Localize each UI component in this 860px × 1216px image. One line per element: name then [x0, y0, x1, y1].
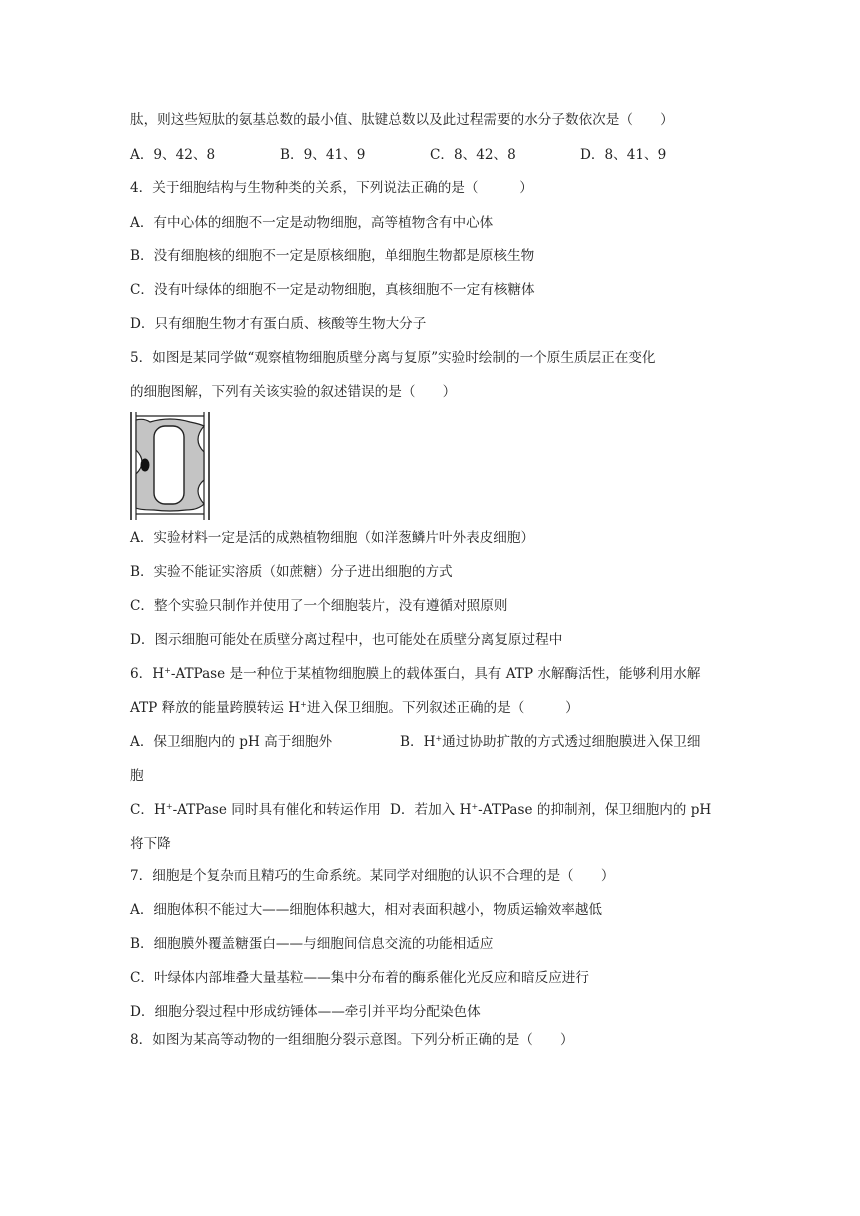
q6-option-b-wrap: 胞	[130, 768, 144, 784]
q5-option-b: B．实验不能证实溶质（如蔗糖）分子进出细胞的方式	[130, 564, 453, 580]
q7-stem: 7．细胞是个复杂而且精巧的生命系统。某同学对细胞的认识不合理的是（ ）	[130, 868, 615, 884]
q6-option-b	[400, 734, 700, 750]
q3-option-a: A．9、42、8	[130, 147, 216, 163]
q7-option-a: A．细胞体积不能过大——细胞体积越大，相对表面积越小，物质运输效率越低	[130, 902, 603, 918]
q6-option-c-text: -ATPase 同时具有催化和转运作用	[172, 802, 381, 818]
q7-option-d: D．细胞分裂过程中形成纺锤体——牵引并平均分配染色体	[130, 1004, 481, 1020]
q8-stem: 8．如图为某高等动物的一组细胞分裂示意图。下列分析正确的是（ ）	[130, 1032, 574, 1048]
q3-option-c: C．8、42、8	[430, 147, 516, 163]
q5-option-d: D．图示细胞可能处在质壁分离过程中，也可能处在质壁分离复原过程中	[130, 632, 563, 648]
q5-option-c: C．整个实验只制作并使用了一个细胞装片，没有遵循对照原则	[130, 598, 508, 614]
q4-option-a: A．有中心体的细胞不一定是动物细胞，高等植物含有中心体	[130, 215, 494, 231]
q6-superscript-plus: +	[165, 802, 173, 811]
q6-option-d-prefix: D．若加入 H	[390, 802, 472, 818]
q4-stem: 4．关于细胞结构与生物种类的关系，下列说法正确的是（ ）	[130, 180, 533, 196]
q6-superscript-plus: +	[300, 700, 307, 709]
nucleus	[141, 459, 150, 472]
q6-option-b-prefix: B．H	[400, 734, 436, 750]
q5-option-a: A．实验材料一定是活的成熟植物细胞（如洋葱鳞片叶外表皮细胞）	[130, 530, 535, 546]
q5-stem-line2: 的细胞图解，下列有关该实验的叙述错误的是（ ）	[130, 384, 457, 400]
q5-stem-line1: 5．如图是某同学做“观察植物细胞质壁分离与复原”实验时绘制的一个原生质层正在变化	[130, 350, 656, 366]
q6-superscript-plus: +	[164, 666, 171, 675]
q6-option-b-text: 通过协助扩散的方式透过细胞膜进入保卫细	[442, 734, 701, 750]
q6-stem2-prefix: ATP 释放的能量跨膜转运 H	[130, 700, 301, 716]
q6-stem-prefix: 6．H	[130, 666, 165, 682]
q4-option-c: C．没有叶绿体的细胞不一定是动物细胞，真核细胞不一定有核糖体	[130, 282, 535, 298]
q3-option-b: B．9、41、9	[280, 147, 366, 163]
plasmolysis-cell-figure	[130, 410, 210, 526]
q6-stem-line2	[130, 698, 730, 718]
q3-stem-tail: 肽，则这些短肽的氨基总数的最小值、肽键总数以及此过程需要的水分子数依次是（ ）	[130, 112, 674, 128]
q6-option-d-wrap: 将下降	[130, 836, 171, 852]
q6-option-d-text: -ATPase 的抑制剂，保卫细胞内的 pH	[478, 802, 712, 818]
q4-option-b: B．没有细胞核的细胞不一定是原核细胞，单细胞生物都是原核生物	[130, 248, 535, 264]
q3-option-d: D．8、41、9	[580, 147, 667, 163]
q3-options	[130, 145, 730, 165]
q6-stem2-rest: 进入保卫细胞。下列叙述正确的是（ ）	[306, 700, 579, 716]
q6-options-ab	[130, 732, 730, 752]
q6-options-cd	[130, 800, 730, 820]
q6-option-c	[130, 800, 390, 820]
q7-option-b: B．细胞膜外覆盖糖蛋白——与细胞间信息交流的功能相适应	[130, 936, 494, 952]
q7-option-c: C．叶绿体内部堆叠大量基粒——集中分布着的酶系催化光反应和暗反应进行	[130, 970, 589, 986]
q4-option-d: D．只有细胞生物才有蛋白质、核酸等生物大分子	[130, 316, 427, 332]
q6-option-c-prefix: C．H	[130, 802, 166, 818]
q6-option-a: A．保卫细胞内的 pH 高于细胞外	[130, 734, 333, 750]
q6-superscript-plus: +	[471, 802, 479, 811]
q6-stem-rest: -ATPase 是一种位于某植物细胞膜上的载体蛋白，具有 ATP 水解酶活性，能够利用水解	[170, 666, 701, 682]
plant-cell-diagram	[130, 410, 210, 522]
central-vacuole	[154, 426, 184, 504]
q6-superscript-plus: +	[435, 734, 443, 743]
q6-option-d	[390, 802, 711, 818]
q6-stem-line1	[130, 664, 730, 684]
